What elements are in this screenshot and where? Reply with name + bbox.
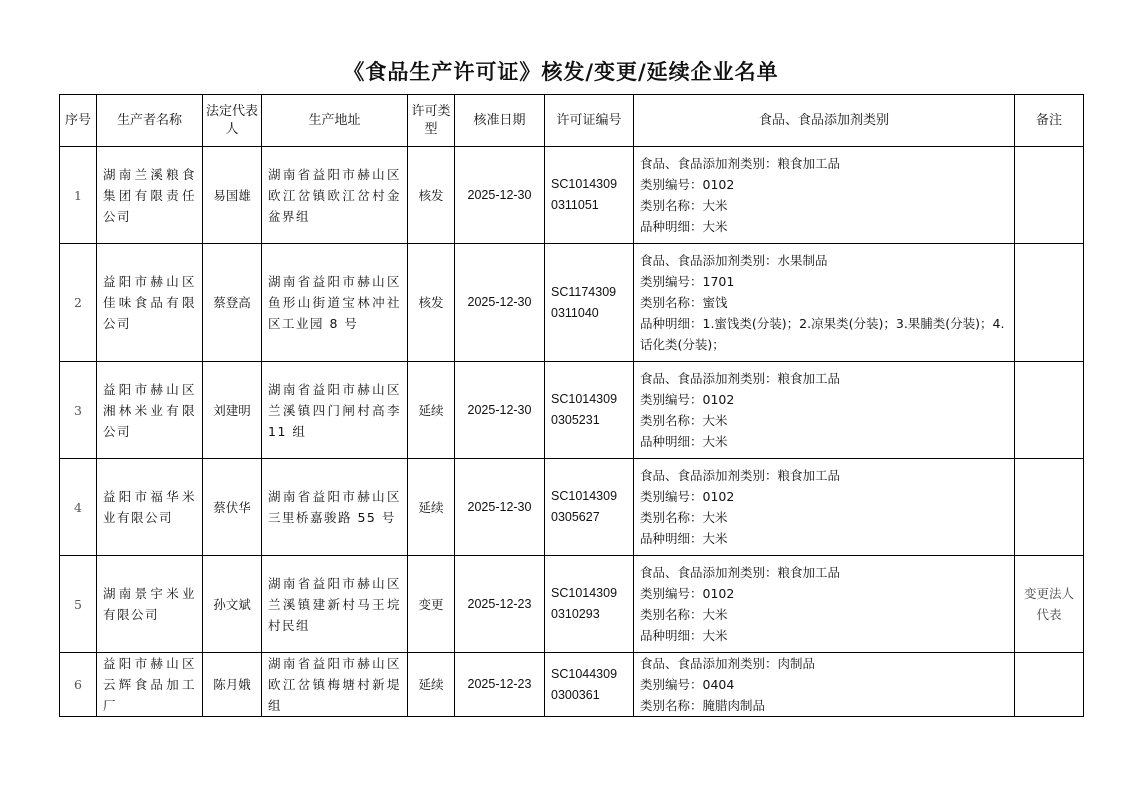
- license-number-part2: 0305231: [551, 413, 600, 427]
- license-number: [545, 244, 634, 362]
- table-row: [60, 459, 1084, 556]
- license-number-part1: SC1014309: [551, 392, 618, 406]
- category-line: 食品、食品添加剂类别：水果制品: [640, 253, 828, 268]
- category-detail: 品种明细：大米: [640, 219, 728, 234]
- license-type: 变更: [408, 556, 455, 653]
- category-detail: 品种明细：大米: [640, 628, 728, 643]
- license-number: [545, 362, 634, 459]
- header-rep: 法定代表人: [203, 95, 262, 147]
- category-line: 食品、食品添加剂类别：粮食加工品: [640, 156, 841, 171]
- license-number-part2: 0311040: [551, 305, 599, 320]
- row-number: 1: [60, 147, 97, 244]
- category-line: 食品、食品添加剂类别：粮食加工品: [640, 565, 841, 580]
- table-row: [60, 244, 1084, 362]
- remark: 变更法人代表: [1015, 556, 1084, 653]
- producer-name: 湖南景宇米业有限公司: [97, 556, 203, 653]
- row-number: 3: [60, 362, 97, 459]
- category-line: 食品、食品添加剂类别：粮食加工品: [640, 468, 841, 483]
- license-number-part2: 0305627: [551, 510, 600, 524]
- table-row: [60, 556, 1084, 653]
- approval-date: 2025-12-30: [455, 147, 545, 244]
- remark: [1015, 653, 1084, 717]
- license-number-part1: SC1014309: [551, 489, 618, 503]
- category-detail: 品种明细：1.蜜饯类(分装)；2.凉果类(分装)；3.果脯类(分装)；4.话化类(分装)；: [640, 316, 1005, 352]
- row-number: 4: [60, 459, 97, 556]
- production-address: 湖南省益阳市赫山区欧江岔镇梅塘村新堤组: [262, 653, 408, 717]
- header-license: 许可证编号: [545, 95, 634, 147]
- production-address: 湖南省益阳市赫山区兰溪镇四门闸村高李 11 组: [262, 362, 408, 459]
- license-type: 核发: [408, 244, 455, 362]
- category-code: 类别编号：0404: [640, 677, 735, 692]
- category-name: 类别名称：大米: [640, 510, 728, 525]
- food-category: [634, 147, 1015, 244]
- header-no: 序号: [60, 95, 97, 147]
- license-number-part1: SC1014309: [551, 177, 618, 191]
- category-name: 类别名称：大米: [640, 198, 728, 213]
- food-category: [634, 653, 1015, 717]
- legal-representative: 易国雄: [203, 147, 262, 244]
- table-row: [60, 147, 1084, 244]
- category-code: 类别编号：0102: [640, 392, 735, 407]
- approval-date: 2025-12-23: [455, 653, 545, 717]
- category-line: 食品、食品添加剂类别：粮食加工品: [640, 371, 841, 386]
- approval-date: 2025-12-30: [455, 459, 545, 556]
- category-name: 类别名称：大米: [640, 607, 728, 622]
- remark: [1015, 147, 1084, 244]
- license-type: 延续: [408, 459, 455, 556]
- table-row: [60, 362, 1084, 459]
- remark: [1015, 459, 1084, 556]
- license-number-part1: SC1014309: [551, 586, 618, 600]
- legal-representative: 蔡登高: [203, 244, 262, 362]
- remark: [1015, 362, 1084, 459]
- category-code: 类别编号：1701: [640, 274, 735, 289]
- page-title: 《食品生产许可证》核发/变更/延续企业名单: [343, 59, 779, 84]
- producer-name: 益阳市赫山区湘林米业有限公司: [97, 362, 203, 459]
- license-type: 核发: [408, 147, 455, 244]
- license-number-part2: 0300361: [551, 687, 600, 702]
- category-detail: 品种明细：大米: [640, 434, 728, 449]
- header-remark: 备注: [1015, 95, 1084, 147]
- header-type: 许可类型: [408, 95, 455, 147]
- category-code: 类别编号：0102: [640, 489, 735, 504]
- license-number: [545, 556, 634, 653]
- production-address: 湖南省益阳市赫山区兰溪镇建新村马王垸村民组: [262, 556, 408, 653]
- category-code: 类别编号：0102: [640, 586, 735, 601]
- category-name: 类别名称：大米: [640, 413, 728, 428]
- license-type: 延续: [408, 362, 455, 459]
- legal-representative: 陈月娥: [203, 653, 262, 717]
- producer-name: 益阳市福华米业有限公司: [97, 459, 203, 556]
- license-number-part1: SC1044309: [551, 666, 618, 681]
- license-number: [545, 459, 634, 556]
- license-type: 延续: [408, 653, 455, 717]
- license-number: [545, 147, 634, 244]
- category-detail: 品种明细：大米: [640, 531, 728, 546]
- approval-date: 2025-12-23: [455, 556, 545, 653]
- row-number: 2: [60, 244, 97, 362]
- food-category: [634, 459, 1015, 556]
- license-number: [545, 653, 634, 717]
- legal-representative: 刘建明: [203, 362, 262, 459]
- legal-representative: 孙文斌: [203, 556, 262, 653]
- food-category: [634, 244, 1015, 362]
- license-table: [59, 94, 1084, 717]
- category-line: 食品、食品添加剂类别：肉制品: [640, 656, 816, 671]
- header-row: [60, 95, 1084, 147]
- header-name: 生产者名称: [97, 95, 203, 147]
- row-number: 5: [60, 556, 97, 653]
- license-number-part2: 0310293: [551, 607, 600, 621]
- production-address: 湖南省益阳市赫山区三里桥嘉骏路 55 号: [262, 459, 408, 556]
- approval-date: 2025-12-30: [455, 244, 545, 362]
- food-category: [634, 556, 1015, 653]
- license-number-part1: SC1174309: [551, 284, 617, 299]
- header-category: 食品、食品添加剂类别: [634, 95, 1015, 147]
- license-number-part2: 0311051: [551, 198, 599, 212]
- production-address: 湖南省益阳市赫山区鱼形山街道宝林冲社区工业园 8 号: [262, 244, 408, 362]
- approval-date: 2025-12-30: [455, 362, 545, 459]
- legal-representative: 蔡伏华: [203, 459, 262, 556]
- header-date: 核准日期: [455, 95, 545, 147]
- table-row: [60, 653, 1084, 717]
- category-code: 类别编号：0102: [640, 177, 735, 192]
- header-address: 生产地址: [262, 95, 408, 147]
- producer-name: 益阳市赫山区佳味食品有限公司: [97, 244, 203, 362]
- category-name: 类别名称：蜜饯: [640, 295, 728, 310]
- food-category: [634, 362, 1015, 459]
- producer-name: 益阳市赫山区云辉食品加工厂: [97, 653, 203, 717]
- row-number: 6: [60, 653, 97, 717]
- category-name: 类别名称：腌腊肉制品: [640, 698, 766, 713]
- production-address: 湖南省益阳市赫山区欧江岔镇欧江岔村金盆界组: [262, 147, 408, 244]
- producer-name: 湖南兰溪粮食集团有限责任公司: [97, 147, 203, 244]
- remark: [1015, 244, 1084, 362]
